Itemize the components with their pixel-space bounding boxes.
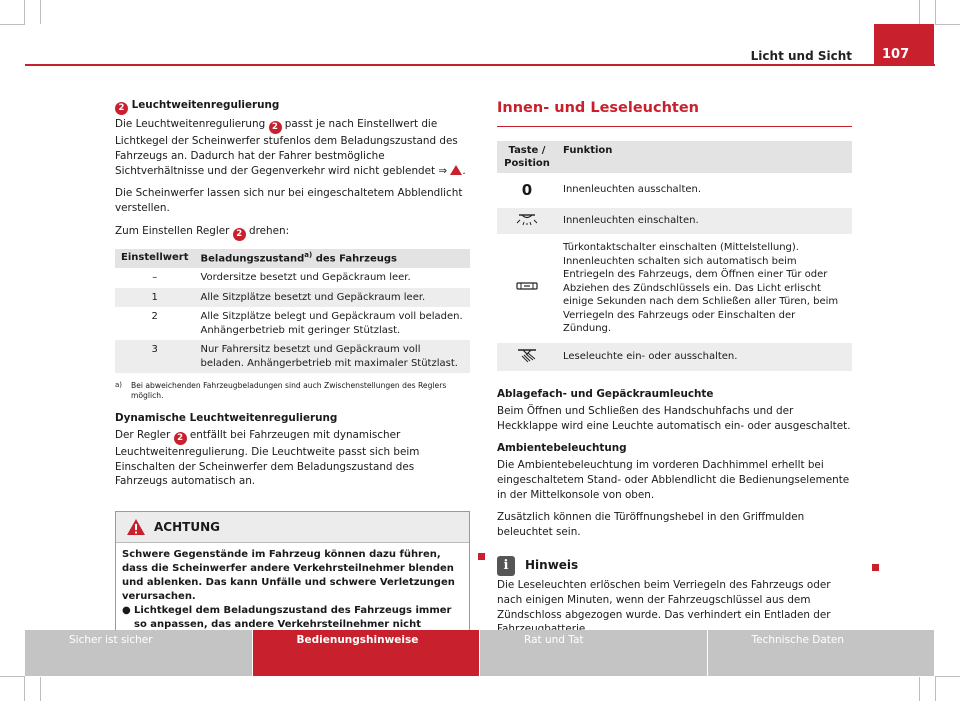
header-rule <box>25 64 935 66</box>
crop-mark <box>24 677 25 701</box>
table-cell: Alle Sitzplätze belegt und Gepäckraum voll beladen. Anhängerbetrieb mit geringer Stützlast. <box>200 311 463 336</box>
crop-mark <box>0 676 25 677</box>
section-heading: Ambientebeleuchtung <box>497 442 627 455</box>
table-row <box>115 307 470 340</box>
table-cell: Innenleuchten ausschalten. <box>557 174 852 206</box>
table-row <box>115 268 470 288</box>
callout-marker: 2 <box>269 121 282 134</box>
paragraph: Zusätzlich können die Türöffnungshebel in den Griffmulden beleuchtet sein. <box>497 511 805 539</box>
warning-title: ACHTUNG <box>154 519 220 534</box>
section-heading: Dynamische Leuchtweitenregulierung <box>115 412 338 425</box>
crop-mark <box>935 677 936 701</box>
paragraph <box>115 117 470 178</box>
text: Zum Einstellen Regler <box>115 224 233 237</box>
bullet-icon: ● <box>122 605 131 617</box>
zero-symbol-icon: 0 <box>521 180 533 199</box>
setting-table <box>115 249 470 374</box>
text: Beladungszustand <box>200 253 305 265</box>
text: passt je nach Einstellwert die Lichtkegel der Scheinwerfer stufenlos dem Beladungszustand des Fahrzeugs an. Dadurch hat der Fahrer bestmögliche Sichtverhältnisse und der Gegenverkehr wird nicht geblendet ⇒ <box>115 118 458 177</box>
text: entfällt bei Fahrzeugen mit dynamischer Leuchtweitenregulierung. Die Leuchtweite passt sich beim Einschalten der Scheinwerfer dem Beladungszustand des Fahrzeugs automatisch an. <box>115 428 420 488</box>
paragraph <box>115 224 470 241</box>
callout-marker: 2 <box>115 102 128 115</box>
heading-text: Leuchtweitenregulierung <box>131 99 280 111</box>
column-header: Funktion <box>557 141 852 175</box>
table-row <box>115 288 470 308</box>
door-contact-icon <box>515 279 539 293</box>
running-header-title: Licht und Sicht <box>750 49 852 63</box>
footnote-text: Bei abweichenden Fahrzeugbeladungen sind auch Zwischenstellungen des Reglers möglich. <box>131 381 447 401</box>
table-cell: 3 <box>115 340 194 373</box>
table-cell <box>497 236 557 342</box>
crop-mark <box>0 24 25 25</box>
table-cell: 1 <box>115 288 194 308</box>
table-cell: Innenleuchten einschalten. <box>557 206 852 236</box>
note-text: Die Leseleuchten erlöschen beim Verriegeln des Fahrzeugs oder nach einigen Minuten, wenn der Fahrzeugschlüssel aus dem Zündschloss abgezogen wurde. Das verhindert ein Entladen der <box>497 578 831 621</box>
text: drehen: <box>245 224 290 237</box>
light-function-table <box>497 141 852 372</box>
paragraph: Die Scheinwerfer lassen sich nur bei eingeschaltetem Abblendlicht verstellen. <box>115 187 463 215</box>
warning-triangle-icon[interactable] <box>450 165 462 175</box>
chapter-tab-sicher[interactable]: Sicher ist sicher <box>25 630 253 676</box>
table-cell <box>497 341 557 371</box>
right-column <box>497 98 852 645</box>
crop-mark <box>24 0 25 24</box>
table-row <box>497 341 852 371</box>
reading-light-icon <box>515 347 539 363</box>
text: Der Regler <box>115 428 174 441</box>
chapter-tab-technik[interactable]: Technische Daten <box>708 630 936 676</box>
warning-triangle-icon <box>126 518 146 536</box>
warning-header <box>116 512 469 543</box>
table-cell: Leseleuchte ein- oder ausschalten. <box>557 341 852 371</box>
crop-mark <box>919 677 920 701</box>
info-icon: i <box>497 556 515 576</box>
chapter-nav <box>25 630 935 676</box>
callout-marker: 2 <box>174 432 187 445</box>
column-header <box>194 249 470 269</box>
section-heading <box>115 98 470 115</box>
crop-mark <box>40 677 41 701</box>
table-cell: Türkontaktschalter einschalten (Mittelstellung). Innenleuchten schalten sich automatisch beim Entriegeln des Fahrzeugs, dem Öffnen einer Tür oder Abziehen des Zündschlüssels ein. Das Licht erlischt einige Sekunden nach dem Schließen aller Türen, beim Verriegeln des Fahrzeugs oder Einschalten der Zündung. <box>557 236 852 342</box>
crop-mark <box>935 676 960 677</box>
table-cell <box>497 174 557 206</box>
table-cell: Nur Fahrersitz besetzt und Gepäckraum voll beladen. Anhängerbetrieb mit maximaler Stützlast. <box>194 340 470 373</box>
section-title: Innen- und Leseleuchten <box>497 98 852 127</box>
table-row <box>497 236 852 342</box>
footnote <box>115 381 470 401</box>
bullet-text: Lichtkegel dem Beladungszustand des Fahrzeugs immer so anpassen, das andere Verkehrsteilnehmer nicht <box>134 605 452 631</box>
paragraph: Beim Öffnen und Schließen des Handschuhfachs und der Heckklappe wird eine Leuchte automatisch ein- oder ausgeschaltet. <box>497 404 851 432</box>
chapter-tab-bedienung[interactable]: Bedienungshinweise <box>253 630 481 676</box>
left-column <box>115 98 470 653</box>
text: des Fahrzeugs <box>312 253 397 265</box>
table-row <box>115 340 470 373</box>
section-end-marker <box>872 564 879 571</box>
table-cell: Alle Sitzplätze besetzt und Gepäckraum leer. <box>194 288 470 308</box>
column-header: Taste / Position <box>497 141 557 175</box>
footnote-mark: a) <box>115 381 123 390</box>
table-cell: Vordersitze besetzt und Gepäckraum leer. <box>200 272 411 284</box>
table-row <box>497 174 852 206</box>
text: . <box>462 164 466 177</box>
warning-text: Schwere Gegenstände im Fahrzeug können dazu führen, dass die Scheinwerfer andere Verkehrsteilnehmer blenden und ablenken. Das kann Unfälle und schwere Verletzungen verursachen. <box>122 549 455 603</box>
callout-marker: 2 <box>233 228 246 241</box>
chapter-tab-rat[interactable]: Rat und Tat <box>480 630 708 676</box>
section-heading: Ablagefach- und Gepäckraumleuchte <box>497 388 714 401</box>
section-end-marker <box>478 553 485 560</box>
footnote-ref[interactable]: a) <box>304 250 313 259</box>
lamp-on-icon <box>515 212 539 226</box>
paragraph <box>115 428 470 489</box>
table-cell: – <box>152 272 158 284</box>
crop-mark <box>935 24 960 25</box>
crop-mark <box>40 0 41 24</box>
note-title: Hinweis <box>525 558 579 573</box>
column-header: Einstellwert <box>115 249 194 269</box>
crop-mark <box>919 0 920 24</box>
table-cell: 2 <box>151 311 158 323</box>
note-header <box>497 556 852 576</box>
table-row <box>497 206 852 236</box>
table-cell <box>497 206 557 236</box>
paragraph: Die Ambientebeleuchtung im vorderen Dachhimmel erhellt bei eingeschaltetem Stand- oder Abblendlicht die Bedienungselemente in der Mittelkonsole von oben. <box>497 459 850 501</box>
crop-mark <box>935 0 936 24</box>
page-number: 107 <box>874 24 934 66</box>
text: Die Leuchtweitenregulierung <box>115 118 269 130</box>
